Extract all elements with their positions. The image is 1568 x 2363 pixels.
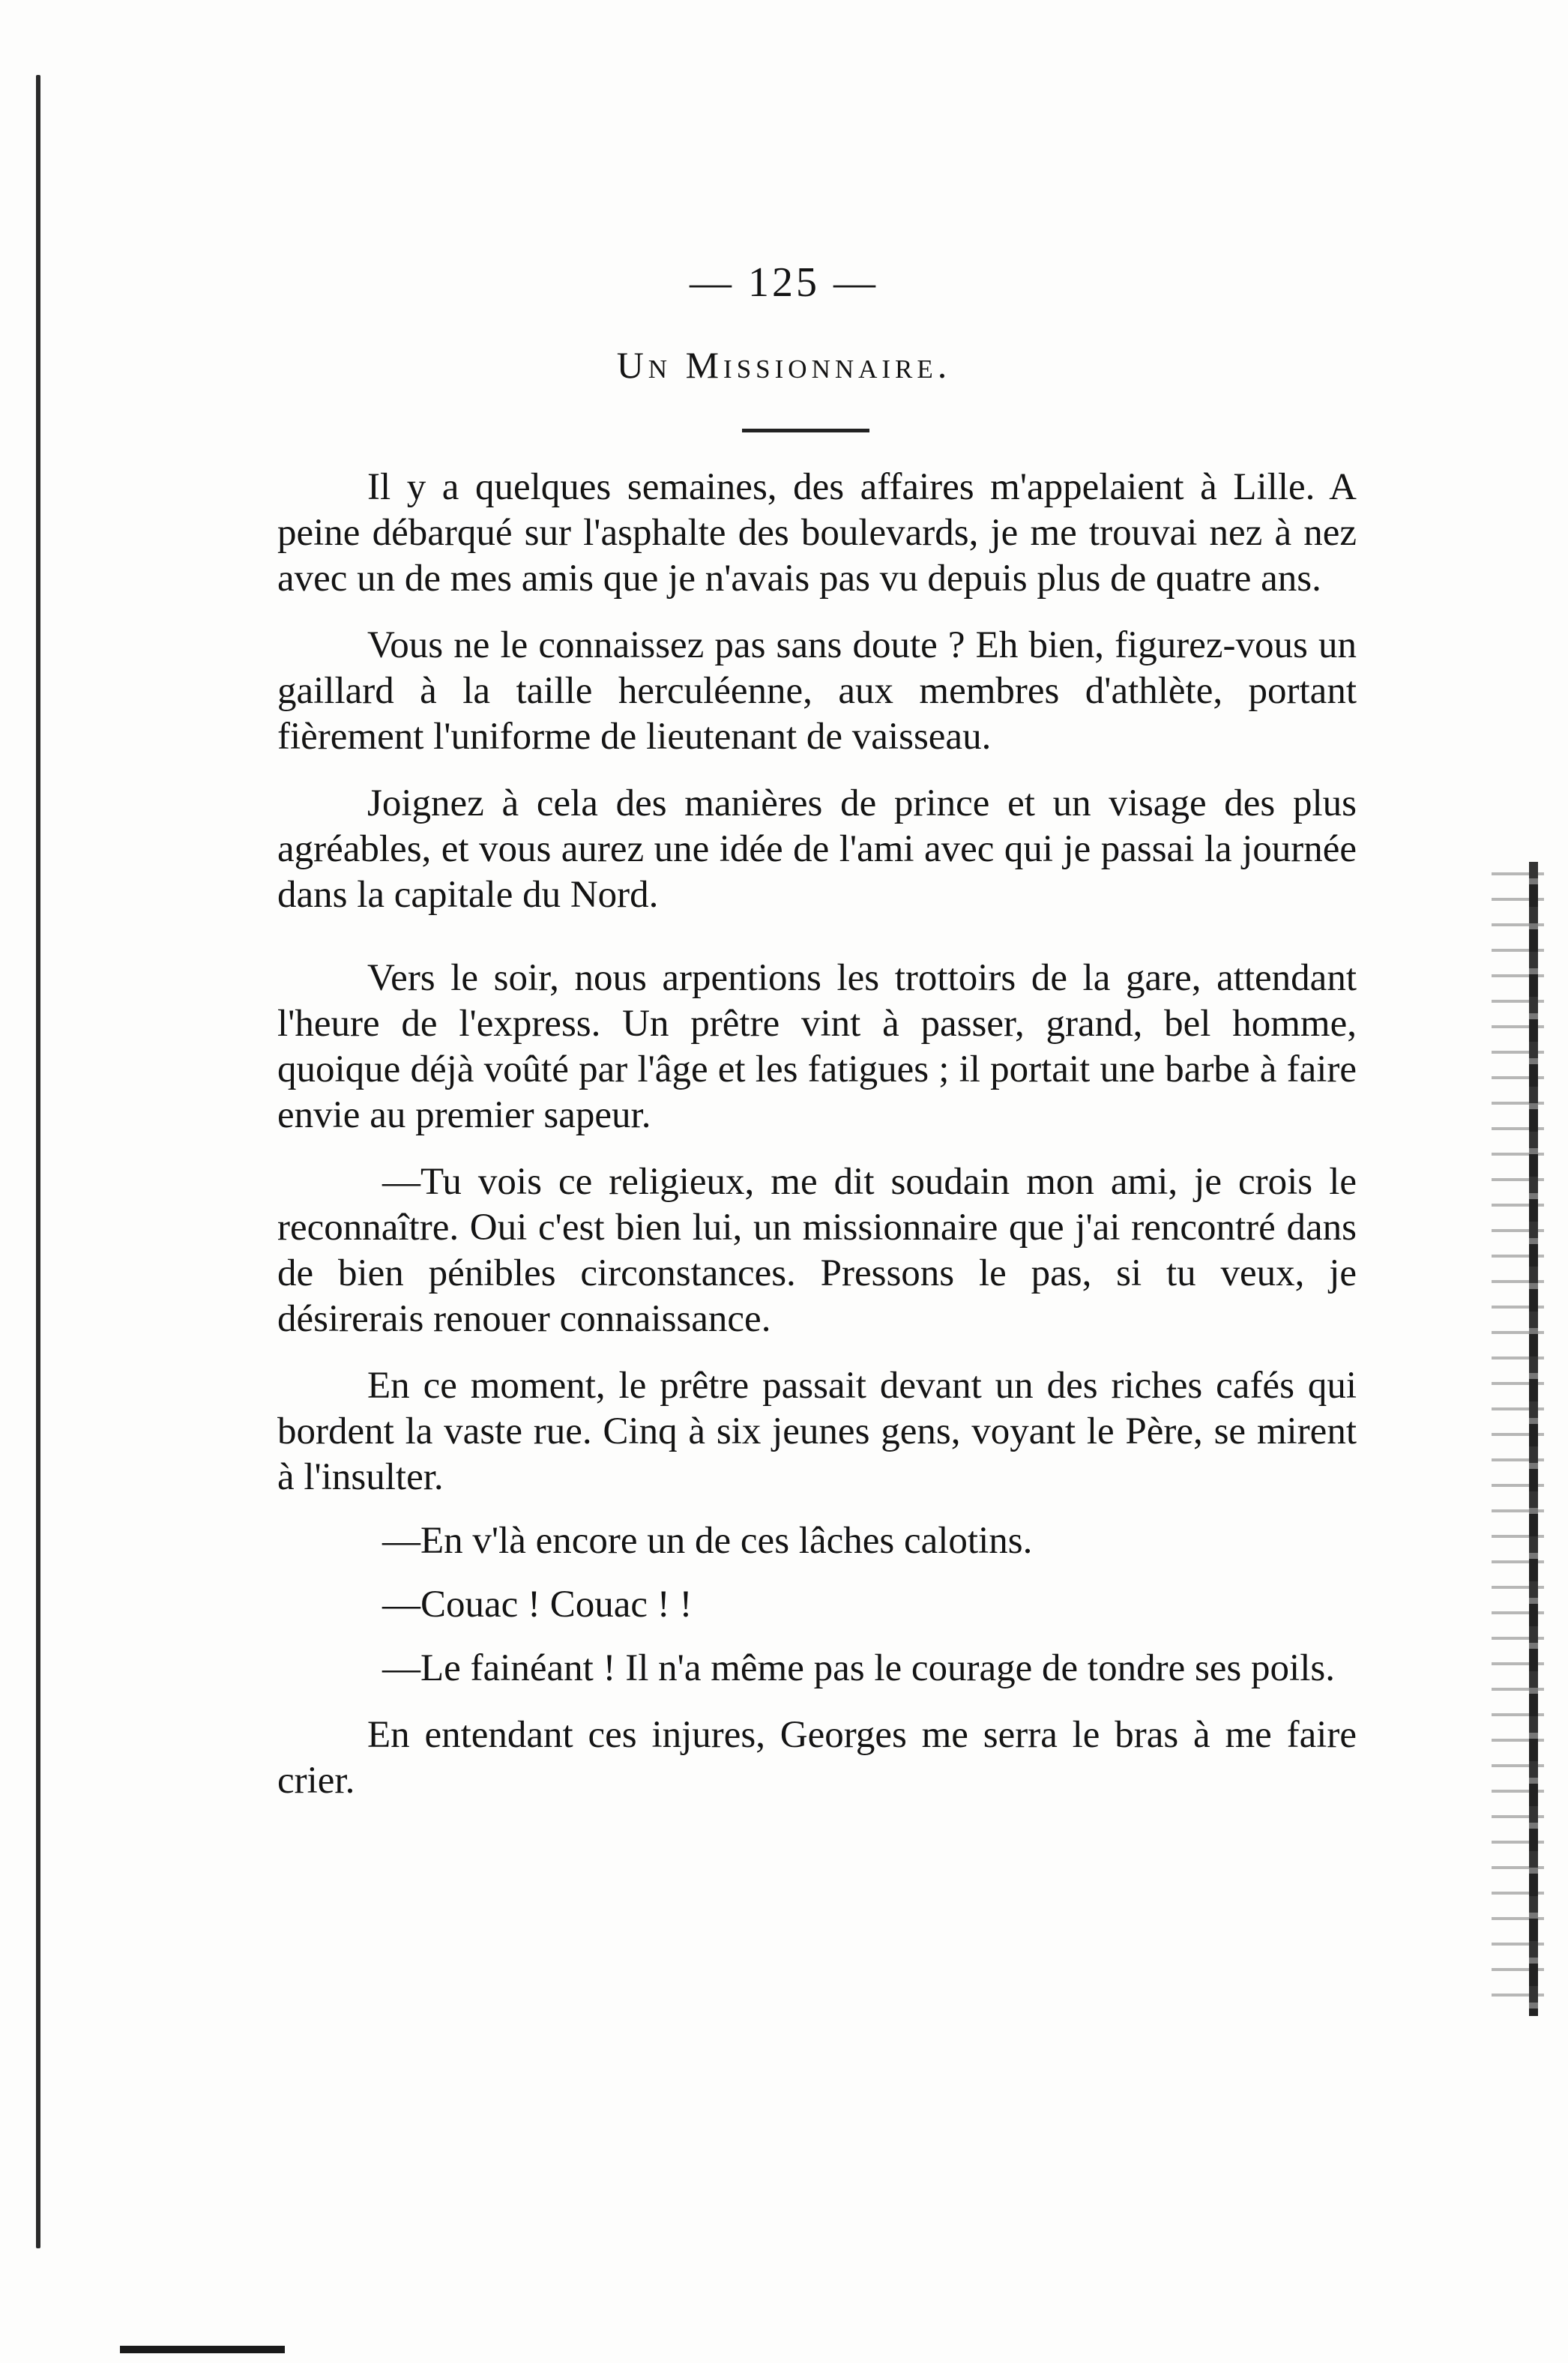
- paragraph: Il y a quelques semaines, des affaires m'appelaient à Lille. A peine débarqué sur l'asphalte des boulevards, je me trouvai nez à nez avec un de mes amis que je n'avais pas vu depuis plus de quatre ans.: [277, 466, 1357, 600]
- title-divider: [742, 429, 869, 432]
- scan-right-border: [1529, 862, 1538, 2016]
- scan-binding-edge: [36, 75, 40, 2248]
- paragraph: En ce moment, le prêtre passait devant un des riches cafés qui bordent la vaste rue. Cinq à six jeunes gens, voyant le Père, se mirent à l'insulter.: [277, 1365, 1357, 1498]
- scan-bottom-mark: [120, 2346, 285, 2353]
- body-text: [277, 465, 1357, 1804]
- page-number: — 125 —: [690, 259, 878, 306]
- paragraph: En entendant ces injures, Georges me serra le bras à me faire crier.: [277, 1714, 1357, 1802]
- paragraph: Vers le soir, nous arpentions les trottoirs de la gare, attendant l'heure de l'express. Un prêtre vint à passer, grand, bel homme, quoique déjà voûté par l'âge et les fatigues ; il portait une barbe à faire envie au premier sapeur.: [277, 957, 1357, 1136]
- dialogue-line: —Tu vois ce religieux, me dit soudain mon ami, je crois le reconnaître. Oui c'est bien lui, un missionnaire que j'ai rencontré dans de bien pénibles circonstances. Pressons le pas, si tu veux, je désirerais renouer connaissance.: [277, 1161, 1357, 1340]
- dialogue-line: —Couac ! Couac ! !: [382, 1584, 693, 1626]
- paragraph: Vous ne le connaissez pas sans doute ? Eh bien, figurez-vous un gaillard à la taille herculéenne, aux membres d'athlète, portant fièrement l'uniforme de lieutenant de vaisseau.: [277, 624, 1357, 758]
- chapter-title: Un Missionnaire.: [616, 344, 952, 386]
- paragraph: Joignez à cela des manières de prince et un visage des plus agréables, et vous aurez une idée de l'ami avec qui je passai la journée dans la capitale du Nord.: [277, 782, 1357, 916]
- dialogue-line: —En v'là encore un de ces lâches calotins.: [382, 1520, 1033, 1562]
- dialogue-line: —Le fainéant ! Il n'a même pas le courage de tondre ses poils.: [382, 1647, 1335, 1689]
